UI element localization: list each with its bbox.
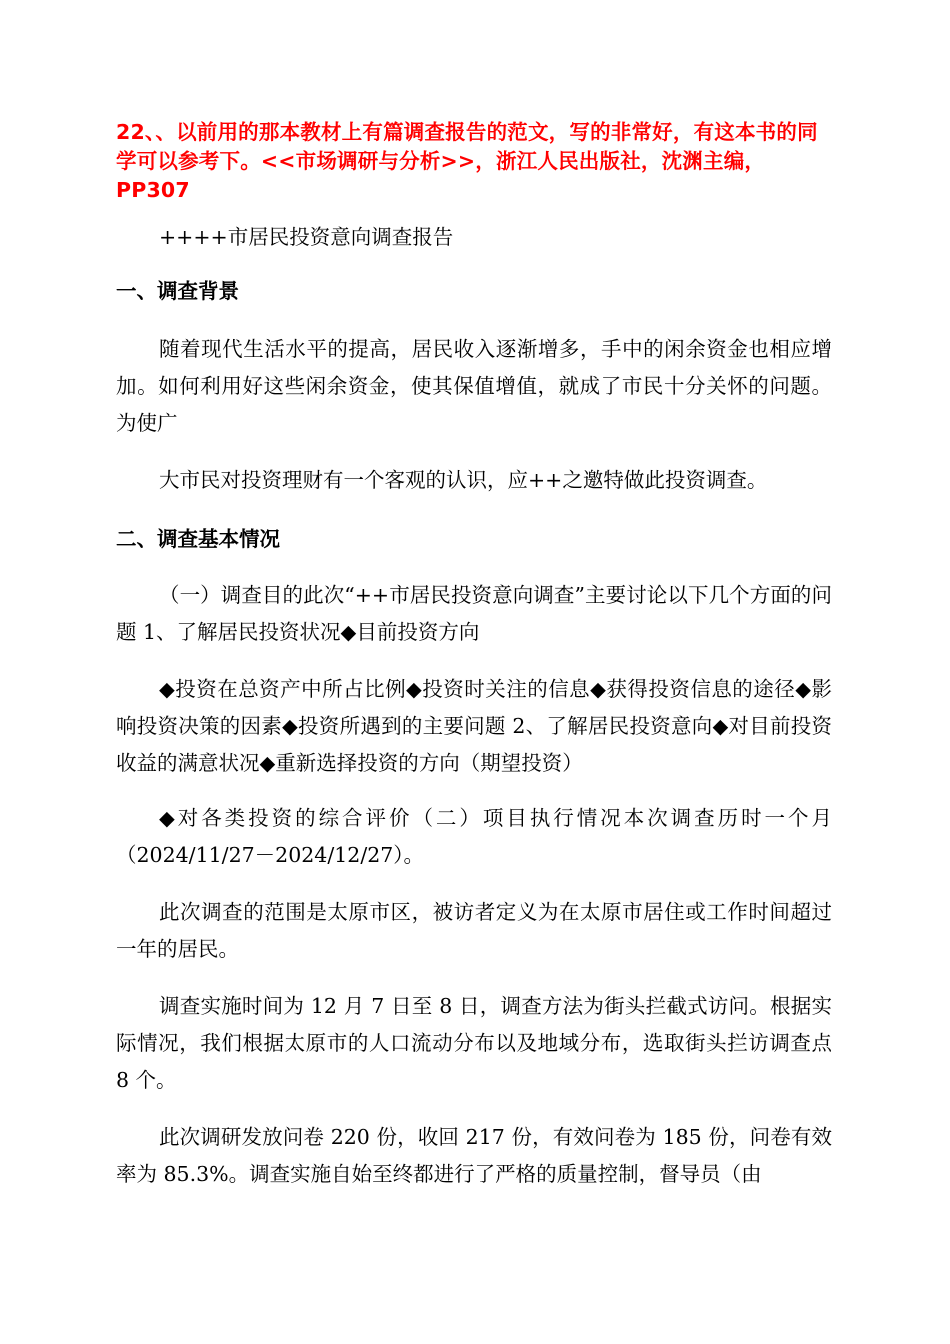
report-title: ++++市居民投资意向调查报告 <box>159 225 454 249</box>
section-heading-basic-info: 二、调查基本情况 <box>116 527 280 551</box>
paragraph: ◆投资在总资产中所占比例◆投资时关注的信息◆获得投资信息的途径◆影响投资决策的因素◆投资所遇到的主要问题 2、了解居民投资意向◆对目前投资收益的满意状况◆重新选择投资的方向（期望投资） <box>116 677 832 775</box>
paragraph: 此次调查的范围是太原市区，被访者定义为在太原市居住或工作时间超过一年的居民。 <box>116 900 832 961</box>
paragraph: 调查实施时间为 12 月 7 日至 8 日，调查方法为街头拦截式访问。根据实际情况，我们根据太原市的人口流动分布以及地域分布，选取街头拦访调查点 8 个。 <box>116 994 832 1092</box>
paragraph: ◆对各类投资的综合评价（二）项目执行情况本次调查历时一个月（2024/11/27－2024/12/27）。 <box>116 806 832 867</box>
section-heading-background: 一、调查背景 <box>116 279 239 303</box>
paragraph: 随着现代生活水平的提高，居民收入逐渐增多，手中的闲余资金也相应增加。如何利用好这些闲余资金，使其保值增值，就成了市民十分关怀的问题。为使广 <box>116 337 832 435</box>
paragraph: 大市民对投资理财有一个客观的认识，应++之邀特做此投资调查。 <box>159 468 768 492</box>
document-page <box>116 118 832 1193</box>
red-reference-note: 22、、以前用的那本教材上有篇调查报告的范文，写的非常好，有这本书的同学可以参考下。<<市场调研与分析>>，浙江人民出版社，沈渊主编，PP307 <box>116 120 818 202</box>
paragraph: 此次调研发放问卷 220 份，收回 217 份，有效问卷为 185 份，问卷有效率为 85.3%。调查实施自始至终都进行了严格的质量控制，督导员（由 <box>116 1125 832 1186</box>
paragraph: （一）调查目的此次“++市居民投资意向调查”主要讨论以下几个方面的问题 1、了解居民投资状况◆目前投资方向 <box>116 583 832 644</box>
